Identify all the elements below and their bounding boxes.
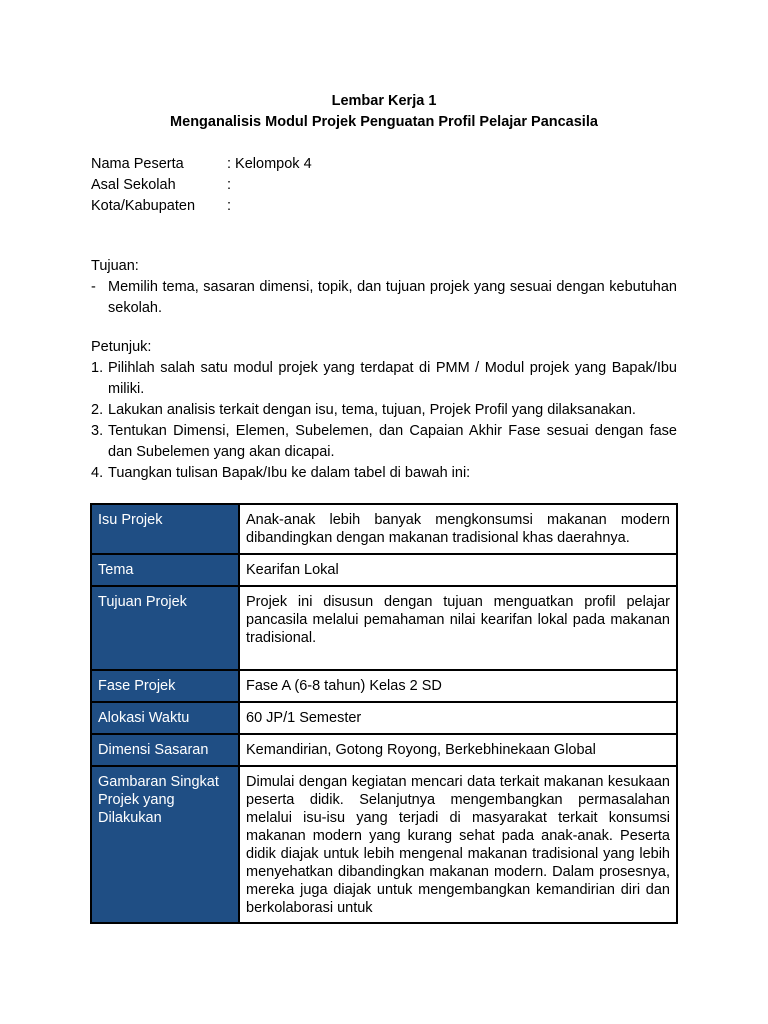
list-item <box>91 421 677 463</box>
info-label: Kota/Kabupaten <box>91 198 196 214</box>
row-value-tema: Kearifan Lokal <box>239 554 677 586</box>
table-row <box>91 766 677 923</box>
row-value-dimensi-sasaran: Kemandirian, Gotong Royong, Berkebhinekaan Global <box>239 734 677 766</box>
list-marker: 3. <box>91 423 104 439</box>
list-marker: - <box>91 279 96 295</box>
list-item <box>91 277 677 319</box>
petunjuk-section <box>91 337 677 484</box>
worksheet-subtitle: Menganalisis Modul Projek Penguatan Profil Pelajar Pancasila <box>170 114 598 130</box>
row-value-alokasi-waktu: 60 JP/1 Semester <box>239 702 677 734</box>
row-label-tujuan-projek: Tujuan Projek <box>91 586 239 670</box>
info-label: Asal Sekolah <box>91 177 176 193</box>
list-marker: 2. <box>91 402 104 418</box>
info-row-kota <box>91 196 312 217</box>
info-value: : <box>227 198 232 214</box>
row-label-fase-projek: Fase Projek <box>91 670 239 702</box>
row-label-dimensi-sasaran: Dimensi Sasaran <box>91 734 239 766</box>
table-row <box>91 504 677 554</box>
info-value: : Kelompok 4 <box>227 156 312 172</box>
table-row <box>91 586 677 670</box>
row-value-fase-projek: Fase A (6-8 tahun) Kelas 2 SD <box>239 670 677 702</box>
info-value: : <box>227 177 232 193</box>
info-row-sekolah <box>91 175 312 196</box>
row-label-tema: Tema <box>91 554 239 586</box>
row-label-isu-projek: Isu Projek <box>91 504 239 554</box>
list-item <box>91 358 677 400</box>
row-value-gambaran-singkat: Dimulai dengan kegiatan mencari data terkait makanan kesukaan peserta didik. Selanjutnya mengembangkan permasalahan melalui isu-isu yang terjadi di masyarakat terkait konsumsi makanan modern yang kurang sehat pada anak-anak. Peserta didik diajak untuk lebih mengenal makanan tradisional yang lebih menyehatkan dibandingkan makanan modern. Dalam prosesnya, mereka juga diajak untuk mengembangkan kemandirian diri dan berkolaborasi untuk <box>239 766 677 923</box>
row-label-gambaran-singkat: Gambaran Singkat Projek yang Dilakukan <box>91 766 239 923</box>
list-text: Memilih tema, sasaran dimensi, topik, dan tujuan projek yang sesuai dengan kebutuhan sekolah. <box>108 279 677 316</box>
list-item <box>91 400 677 421</box>
participant-info <box>91 154 312 217</box>
list-item <box>91 463 677 484</box>
list-text: Tentukan Dimensi, Elemen, Subelemen, dan Capaian Akhir Fase sesuai dengan fase dan Subelemen yang akan dicapai. <box>108 423 677 460</box>
list-text: Pilihlah salah satu modul projek yang terdapat di PMM / Modul projek yang Bapak/Ibu miliki. <box>108 360 677 397</box>
info-label: Nama Peserta <box>91 156 184 172</box>
table-row <box>91 670 677 702</box>
row-value-tujuan-projek: Projek ini disusun dengan tujuan menguatkan profil pelajar pancasila melalui pemahaman nilai kearifan lokal pada makanan tradisional. <box>239 586 677 670</box>
table-row <box>91 734 677 766</box>
tujuan-section <box>91 256 677 319</box>
project-analysis-table <box>90 503 678 924</box>
list-marker: 4. <box>91 465 104 481</box>
list-marker: 1. <box>91 360 104 376</box>
worksheet-title: Lembar Kerja 1 <box>331 93 437 109</box>
petunjuk-heading: Petunjuk: <box>91 339 152 355</box>
row-label-alokasi-waktu: Alokasi Waktu <box>91 702 239 734</box>
list-text: Lakukan analisis terkait dengan isu, tema, tujuan, Projek Profil yang dilaksanakan. <box>108 402 636 418</box>
table-row <box>91 702 677 734</box>
tujuan-heading: Tujuan: <box>91 258 139 274</box>
info-row-nama <box>91 154 312 175</box>
table-row <box>91 554 677 586</box>
row-value-isu-projek: Anak-anak lebih banyak mengkonsumsi makanan modern dibandingkan dengan makanan tradisional khas daerahnya. <box>239 504 677 554</box>
list-text: Tuangkan tulisan Bapak/Ibu ke dalam tabel di bawah ini: <box>108 465 471 481</box>
